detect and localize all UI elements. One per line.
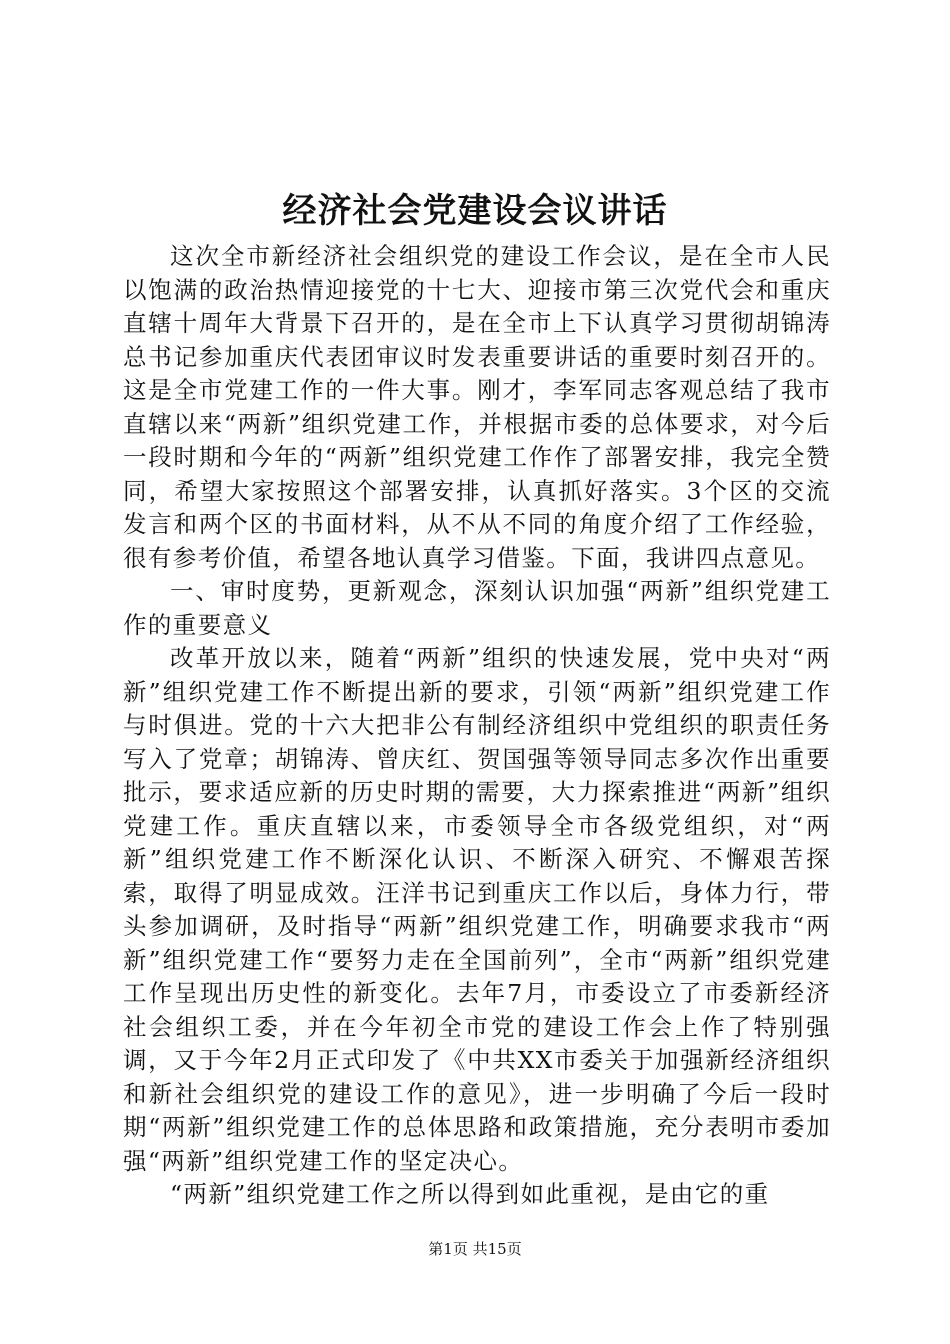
paragraph-intro: 这次全市新经济社会组织党的建设工作会议，是在全市人民以饱满的政治热情迎接党的十七大、迎接市第三次党代会和重庆直辖十周年大背景下召开的，是在全市上下认真学习贯彻胡锦涛总书记参加重庆代表团审议时发表重要讲话的重要时刻召开的。这是全市党建工作的一件大事。刚才，李军同志客观总结了我市直辖以来“两新”组织党建工作，并根据市委的总体要求，对今后一段时期和今年的“两新”组织党建工作作了部署安排，我完全赞同，希望大家按照这个部署安排，认真抓好落实。3个区的交流发言和两个区的书面材料，从不从不同的角度介绍了工作经验，很有参考价值，希望各地认真学习借鉴。下面，我讲四点意见。 <box>123 242 831 572</box>
paragraph-continuation: “两新”组织党建工作之所以得到如此重视，是由它的重 <box>170 1180 770 1208</box>
section-heading-1: 一、审时度势，更新观念，深刻认识加强“两新”组织党建工作的重要意义 <box>123 577 831 639</box>
paragraph-section-1: 改革开放以来，随着“两新”组织的快速发展，党中央对“两新”组织党建工作不断提出新的要求，引领“两新”组织党建工作与时俱进。党的十六大把非公有制经济组织中党组织的职责任务写入了党章；胡锦涛、曾庆红、贺国强等领导同志多次作出重要批示，要求适应新的历史时期的需要，大力探索推进“两新”组织党建工作。重庆直辖以来，市委领导全市各级党组织，对“两新”组织党建工作不断深化认识、不断深入研究、不懈艰苦探索，取得了明显成效。汪洋书记到重庆工作以后，身体力行，带头参加调研，及时指导“两新”组织党建工作，明确要求我市“两新”组织党建工作“要努力走在全国前列”，全市“两新”组织党建工作呈现出历史性的新变化。去年7月，市委设立了市委新经济社会组织工委，并在今年初全市党的建设工作会上作了特别强调，又于今年2月正式印发了《中共XX市委关于加强新经济组织和新社会组织党的建设工作的意见》，进一步明确了今后一段时期“两新”组织党建工作的总体思路和政策措施，充分表明市委加强“两新”组织党建工作的坚定决心。 <box>123 644 831 1175</box>
document-body <box>123 240 831 1212</box>
page-number: 第1页 共15页 <box>428 1240 522 1258</box>
document-title: 经济社会党建设会议讲话 <box>282 191 668 231</box>
